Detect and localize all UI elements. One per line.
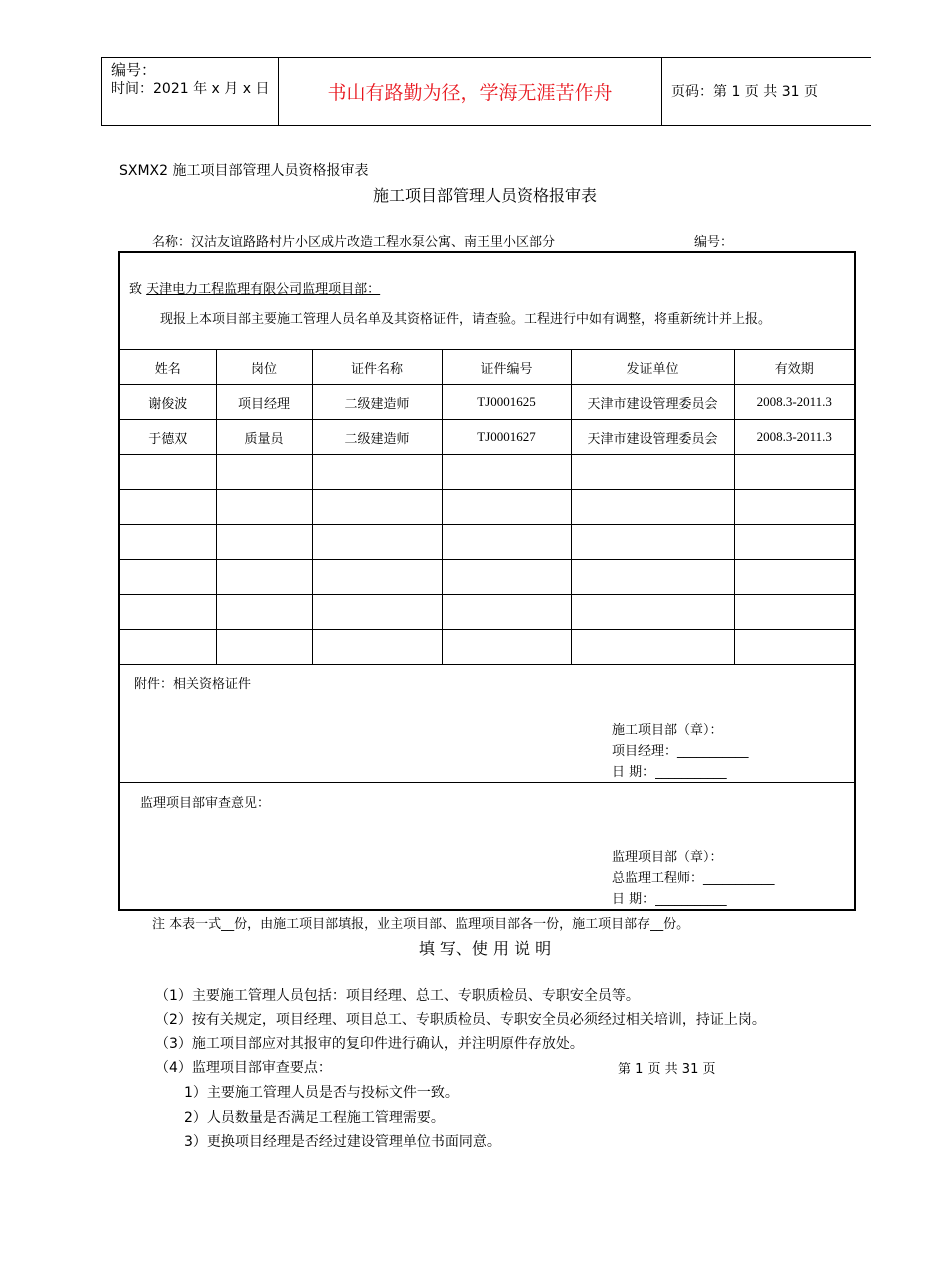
cell-cert-name: 二级建造师 <box>312 385 442 420</box>
cell-issuer: 天津市建设管理委员会 <box>571 420 734 455</box>
table-row-empty <box>120 490 854 525</box>
form-note: 注 本表一式__份，由施工项目部填报，业主项目部、监理项目部各一份，施工项目部存__份。 <box>152 917 690 932</box>
col-header: 岗位 <box>216 350 312 385</box>
table-row <box>120 420 854 455</box>
header-info-cell <box>102 58 279 125</box>
table-row-empty <box>120 595 854 630</box>
cell-issuer: 天津市建设管理委员会 <box>571 385 734 420</box>
construction-date: 日 期：___________ <box>612 765 727 780</box>
form-box <box>118 251 856 911</box>
intro-text: 现报上本项目部主要施工管理人员名单及其资格证件，请查验。工程进行中如有调整，将重新统计并上报。 <box>160 312 772 327</box>
supervision-date: 日 期：___________ <box>612 892 727 907</box>
section-divider <box>120 782 854 783</box>
number-label: 编号： <box>111 61 157 79</box>
main-title: 施工项目部管理人员资格报审表 <box>372 186 597 205</box>
col-header: 有效期 <box>734 350 854 385</box>
table-header-row <box>120 350 854 385</box>
cell-validity: 2008.3-2011.3 <box>734 420 854 455</box>
cell-position: 质量员 <box>216 420 312 455</box>
instruction-sub-item: 1）主要施工管理人员是否与投标文件一致。 <box>184 1085 459 1101</box>
project-name: 名称：汉沽友谊路路村片小区成片改造工程水泵公寓、南王里小区部分 <box>152 235 556 250</box>
table-row-empty <box>120 455 854 490</box>
motto: 书山有路勤为径，学海无涯苦作舟 <box>327 82 613 104</box>
cell-name: 谢俊波 <box>120 385 216 420</box>
col-header: 发证单位 <box>571 350 734 385</box>
cell-cert-number: TJ0001627 <box>442 420 571 455</box>
col-header: 证件编号 <box>442 350 571 385</box>
col-header: 姓名 <box>120 350 216 385</box>
attachment-label: 附件：相关资格证件 <box>134 677 252 692</box>
addressee-unit: 天津电力工程监理有限公司监理项目部： <box>146 282 381 297</box>
instruction-sub-item: 3）更换项目经理是否经过建设管理单位书面同意。 <box>184 1134 501 1150</box>
instruction-item: （2）按有关规定，项目经理、项目总工、专职质检员、专职安全员必须经过相关培训，持证上岗。 <box>155 1012 766 1028</box>
table-row-empty <box>120 630 854 665</box>
cell-cert-number: TJ0001625 <box>442 385 571 420</box>
table-row-empty <box>120 525 854 560</box>
instructions-title: 填 写、使 用 说 明 <box>418 939 552 958</box>
instruction-item: （3）施工项目部应对其报审的复印件进行确认，并注明原件存放处。 <box>155 1036 584 1052</box>
page-cell <box>662 58 871 125</box>
form-number-field: 编号： <box>694 235 734 250</box>
project-manager-sign: 项目经理：___________ <box>612 744 749 759</box>
addressee <box>129 278 380 297</box>
form-code-title: SXMX2 施工项目部管理人员资格报审表 <box>119 163 369 179</box>
supervision-seal-label: 监理项目部（章）： <box>612 850 723 865</box>
motto-cell <box>279 58 662 125</box>
cell-position: 项目经理 <box>216 385 312 420</box>
page-label: 页码：第 1 页 共 31 页 <box>671 84 818 100</box>
cell-cert-name: 二级建造师 <box>312 420 442 455</box>
table-row-empty <box>120 560 854 595</box>
supervision-opinion-label: 监理项目部审查意见： <box>140 796 271 811</box>
col-header: 证件名称 <box>312 350 442 385</box>
cell-name: 于德双 <box>120 420 216 455</box>
table-row <box>120 385 854 420</box>
instruction-item: （1）主要施工管理人员包括：项目经理、总工、专职质检员、专职安全员等。 <box>155 988 640 1004</box>
construction-seal-label: 施工项目部（章）： <box>612 723 723 738</box>
page-footer: 第 1 页 共 31 页 <box>618 1062 716 1077</box>
personnel-table <box>120 349 854 665</box>
header-box <box>101 57 871 126</box>
instruction-sub-item: 2）人员数量是否满足工程施工管理需要。 <box>184 1110 445 1126</box>
cell-validity: 2008.3-2011.3 <box>734 385 854 420</box>
addressee-prefix: 致 <box>129 282 143 297</box>
time-label: 时间：2021 年 x 月 x 日 <box>111 81 270 97</box>
chief-engineer-sign: 总监理工程师：___________ <box>612 871 775 886</box>
instruction-item: （4）监理项目部审查要点： <box>155 1060 332 1076</box>
